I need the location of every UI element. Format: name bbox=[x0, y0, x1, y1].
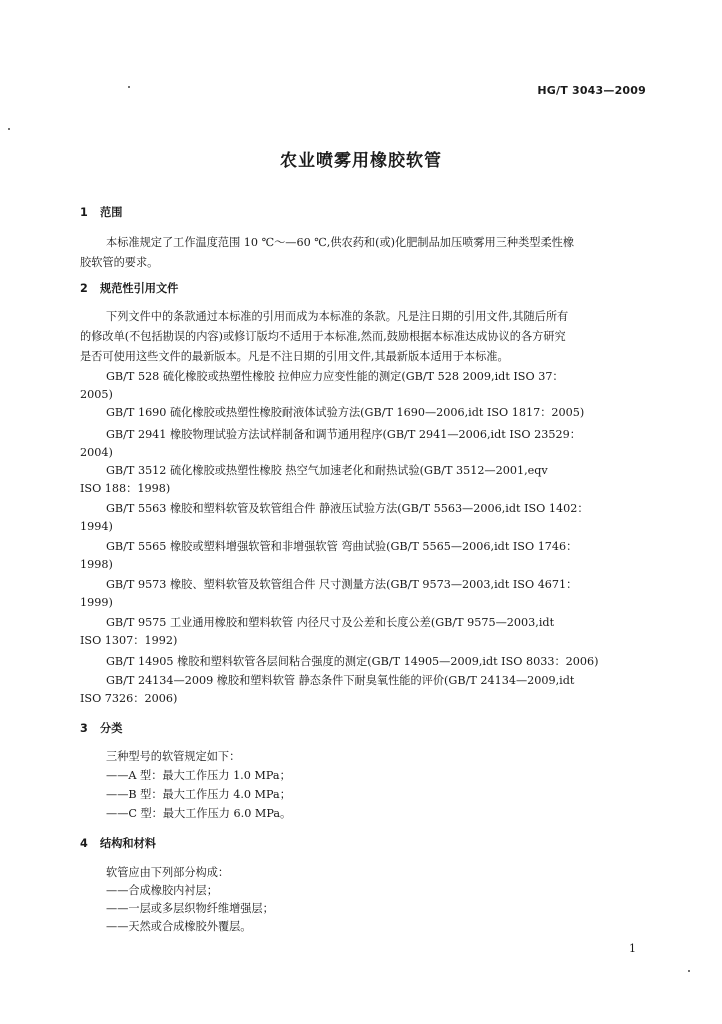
standard-code: HG/T 3043—2009 bbox=[537, 84, 646, 97]
section-heading-1: 1 范围 bbox=[80, 206, 123, 219]
classification-line: ——B 型：最大工作压力 4.0 MPa； bbox=[106, 788, 291, 801]
reference-line: GB/T 5563 橡胶和塑料软管及软管组合件 静液压试验方法(GB/T 5563—2006,idt ISO 1402： bbox=[106, 502, 589, 515]
reference-line: GB/T 1690 硫化橡胶或热塑性橡胶耐液体试验方法(GB/T 1690—2006,idt ISO 1817：2005) bbox=[106, 406, 585, 419]
section-heading-4: 4 结构和材料 bbox=[80, 837, 156, 850]
reference-line: GB/T 24134—2009 橡胶和塑料软管 静态条件下耐臭氧性能的评价(GB/T 24134—2009,idt bbox=[106, 674, 575, 687]
classification-line: ——A 型：最大工作压力 1.0 MPa； bbox=[106, 769, 291, 782]
scan-speck bbox=[688, 970, 690, 972]
scan-speck bbox=[128, 86, 130, 88]
structure-line: ——合成橡胶内衬层； bbox=[106, 884, 218, 897]
reference-line: GB/T 3512 硫化橡胶或热塑性橡胶 热空气加速老化和耐热试验(GB/T 3512—2001,eqv bbox=[106, 464, 548, 477]
reference-line: GB/T 2941 橡胶物理试验方法试样制备和调节通用程序(GB/T 2941—2006,idt ISO 23529： bbox=[106, 428, 581, 441]
reference-line: GB/T 9573 橡胶、塑料软管及软管组合件 尺寸测量方法(GB/T 9573—2003,idt ISO 4671： bbox=[106, 578, 578, 591]
reference-line: 1994) bbox=[80, 520, 113, 533]
classification-line: ——C 型：最大工作压力 6.0 MPa。 bbox=[106, 807, 292, 820]
reference-line: 1999) bbox=[80, 596, 113, 609]
reference-line: ISO 188：1998) bbox=[80, 482, 171, 495]
reference-line: GB/T 528 硫化橡胶或热塑性橡胶 拉伸应力应变性能的测定(GB/T 528 2009,idt ISO 37： bbox=[106, 370, 564, 383]
reference-line: 2004) bbox=[80, 446, 113, 459]
refs-intro-line: 是否可使用这些文件的最新版本。凡是不注日期的引用文件,其最新版本适用于本标准。 bbox=[80, 350, 509, 363]
refs-intro-line: 的修改单(不包括勘误的内容)或修订版均不适用于本标准,然而,鼓励根据本标准达成协议的各方研究 bbox=[80, 330, 566, 343]
section-heading-3: 3 分类 bbox=[80, 722, 123, 735]
reference-line: ISO 1307：1992) bbox=[80, 634, 178, 647]
scope-line: 胶软管的要求。 bbox=[80, 256, 159, 269]
section-heading-2: 2 规范性引用文件 bbox=[80, 282, 179, 295]
reference-line: GB/T 9575 工业通用橡胶和塑料软管 内径尺寸及公差和长度公差(GB/T 9575—2003,idt bbox=[106, 616, 555, 629]
structure-line: ——一层或多层织物纤维增强层； bbox=[106, 902, 274, 915]
scan-speck bbox=[8, 128, 10, 130]
reference-line: 2005) bbox=[80, 388, 113, 401]
reference-line: GB/T 14905 橡胶和塑料软管各层间粘合强度的测定(GB/T 14905—2009,idt ISO 8033：2006) bbox=[106, 655, 599, 668]
structure-line: 软管应由下列部分构成： bbox=[106, 866, 230, 879]
refs-intro-line: 下列文件中的条款通过本标准的引用而成为本标准的条款。凡是注日期的引用文件,其随后所有 bbox=[106, 310, 569, 323]
reference-line: ISO 7326：2006) bbox=[80, 692, 178, 705]
reference-line: GB/T 5565 橡胶或塑料增强软管和非增强软管 弯曲试验(GB/T 5565—2006,idt ISO 1746： bbox=[106, 540, 578, 553]
structure-line: ——天然或合成橡胶外覆层。 bbox=[106, 920, 252, 933]
classification-line: 三种型号的软管规定如下： bbox=[106, 750, 241, 763]
page-number: 1 bbox=[629, 942, 636, 955]
scope-line: 本标准规定了工作温度范围 10 ℃～—60 ℃,供农药和(或)化肥制品加压喷雾用三种类型柔性橡 bbox=[106, 236, 575, 249]
document-title: 农业喷雾用橡胶软管 bbox=[280, 151, 442, 171]
reference-line: 1998) bbox=[80, 558, 113, 571]
